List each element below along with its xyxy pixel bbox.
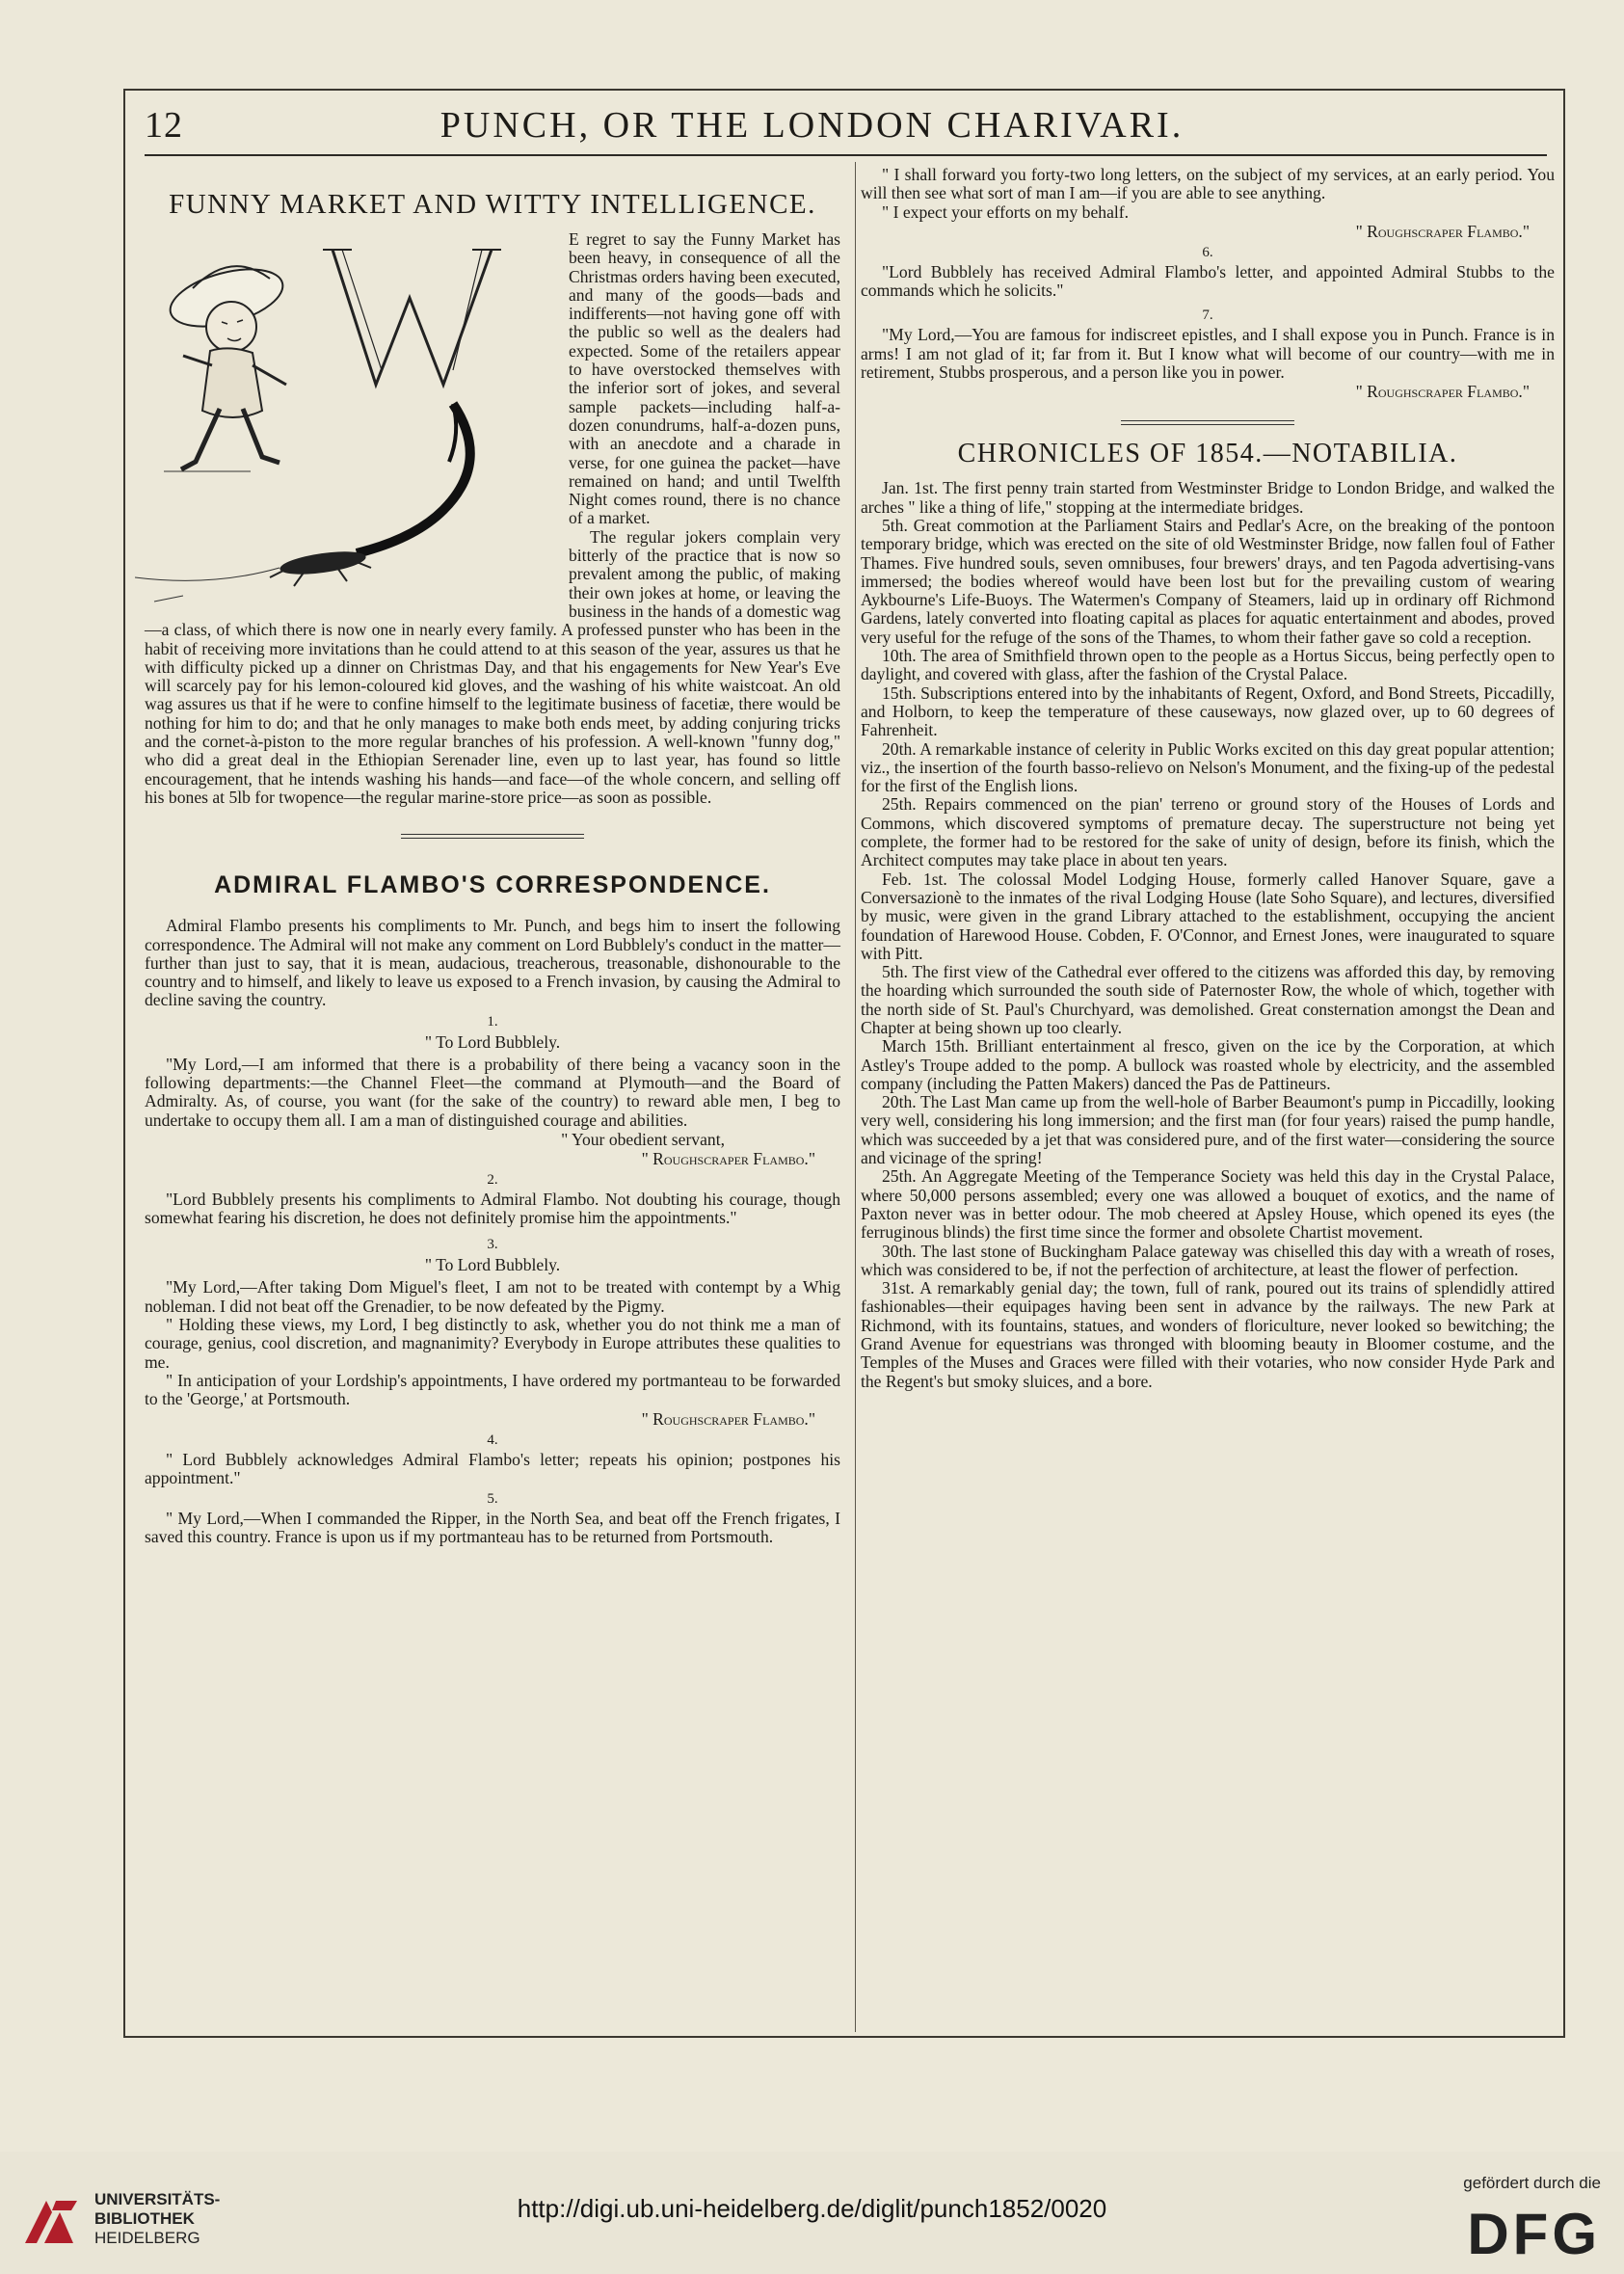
column-rule [855, 162, 856, 2032]
letter-number-1: 1. [487, 1013, 498, 1030]
letter-5-continued-2: " I expect your efforts on my behalf. [882, 201, 1130, 222]
letter-number-4: 4. [487, 1431, 498, 1448]
drop-cap-w-icon [323, 250, 501, 385]
letter-number-5: 5. [487, 1491, 498, 1508]
chronicle-entry-feb-1: Feb. 1st. The colossal Model Lodging House, formerly called Hanover Square, gave a Conversazionè to the inmates of the rival Lodging House (late Soho Square), and lectures, diversified by music, were given in the grand Library attached to the establishment, occupying the ancient foundation of Harewood House. Cobden, F. O'Connor, and Ernest Jones, were inaugurated to square with Pitt. [861, 869, 1555, 963]
letter-1-signature: " Roughscraper Flambo." [641, 1148, 815, 1168]
page-title: PUNCH, OR THE LONDON CHARIVARI. [439, 105, 1185, 146]
funded-by-label: gefördert durch die [1463, 2174, 1601, 2192]
letter-5-body: " My Lord,—When I commanded the Ripper, in the North Sea, and beat off the French frigates, I saved this country. France is upon us if my portmanteau has to be returned from Portsmouth. [145, 1509, 840, 1547]
letter-3-body-a: "My Lord,—After taking Dom Miguel's fleet, I am not to be treated with contempt by a Whig nobleman. I did not beat off the Grenadier, to be now defeated by the Pigmy. [145, 1277, 840, 1316]
flambo-intro: Admiral Flambo presents his compliments to Mr. Punch, and begs him to insert the following correspondence. The Admiral will not make any comment on Lord Bubblely's conduct in the matter—further than just to say, that it is mean, audacious, treacherous, treasonable, dishonourable to the country and to himself, and likely to leave us exposed to a French invasion, by causing the Admiral to decline saving the country. [145, 916, 840, 1010]
letter-3-address: " To Lord Bubblely. [424, 1255, 561, 1275]
letter-1-salutation: " Your obedient servant, [561, 1129, 725, 1149]
page-number: 12 [145, 105, 183, 146]
letter-number-2: 2. [487, 1171, 498, 1188]
article-title-funny-market: FUNNY MARKET AND WITTY INTELLIGENCE. [169, 189, 816, 220]
chronicle-entry-jan-1: Jan. 1st. The first penny train started from Westminster Bridge to London Bridge, and walked the arches " like a thing of life," stopping at the intermediate bridges. [861, 478, 1555, 517]
section-divider-2 [1121, 420, 1294, 425]
letter-3-body-c: " In anticipation of your Lordship's appointments, I have ordered my portmanteau to be forwarded to the 'George,' at Portsmouth. [145, 1370, 840, 1409]
letter-number-3: 3. [487, 1237, 498, 1253]
chronicle-entry-jan-10: 10th. The area of Smithfield thrown open to the people as a Hortus Siccus, being perfectly open to daylight, and covered with glass, after the fashion of the Crystal Palace. [861, 646, 1555, 684]
letter-5-signature: " Roughscraper Flambo." [1355, 221, 1530, 241]
right-column [861, 166, 1555, 1391]
letter-number-7: 7. [1202, 308, 1213, 324]
chronicle-entry-jan-25: 25th. Repairs commenced on the pian' terreno or ground story of the Houses of Lords and Commons, which discovered symptoms of premature decay. The superstructure not being yet complete, the former had to be restored for the sake of unity of design, before its finish, which the Architect computes may take place in about ten years. [861, 794, 1555, 870]
letter-7-signature: " Roughscraper Flambo." [1355, 382, 1530, 402]
chronicle-entry-mar-15: March 15th. Brilliant entertainment al fresco, given on the ice by the Corporation, at which Astley's Troupe added to the pomp. A bullock was roasted whole by electricity, and the assembled company (including the Patten Makers) danced the Pas de Pattineurs. [861, 1036, 1555, 1093]
letter-3-signature: " Roughscraper Flambo." [641, 1408, 815, 1429]
letter-4-body: " Lord Bubblely acknowledges Admiral Flambo's letter; repeats his opinion; postpones his appointment." [145, 1449, 840, 1487]
chronicle-entry-mar-25: 25th. An Aggregate Meeting of the Temperance Society was held this day in the Crystal Palace, where 50,000 persons assembled; every one was allowed a bouquet of exotics, and the name of Paxton never was in better odour. The mob cheered at Apsley House, which opened its eyes (the ferruginous blinds) the first time since the former and obsolete Chartist movement. [861, 1166, 1555, 1243]
section-divider [401, 834, 584, 839]
letter-6-body: "Lord Bubblely has received Admiral Flambo's letter, and appointed Admiral Stubbs to the commands which he solicits." [861, 261, 1555, 301]
chronicle-entry-mar-31: 31st. A remarkably genial day; the town, full of rank, poured out its trains of splendidly attired fashionables—their equipages having been sent in advance by the railways. The new Park at Richmond, with its fountains, statues, and wonders of floriculture, never looked so bewitching; the Grand Avenue for equestrians was thronged with blooming beauty in Bloomer costume, and the Temples of the Muses and Graces were filled with their votaries, who now consider Hyde Park and the Regent's but smoky sluices, and a bore. [861, 1278, 1555, 1391]
dfg-logo: DFG [1467, 2202, 1601, 2266]
chronicle-entry-feb-5: 5th. The first view of the Cathedral ever offered to the citizens was afforded this day, by removing the hoarding which surrounded the south side of Paternoster Row, the whole of which, together with the north side of St. Paul's Churchyard, was demolished. Great consternation amongst the Dean and Chapter at being shown up too clearly. [861, 962, 1555, 1037]
letter-1-address: " To Lord Bubblely. [424, 1031, 561, 1052]
chronicle-entry-jan-20: 20th. A remarkable instance of celerity in Public Works excited on this day great popular attention; viz., the insertion of the fourth basso-relievo on Nelson's Monument, and the fixing-up of the pedestal for the first of the English lions. [861, 738, 1555, 796]
chronicle-entry-mar-30: 30th. The last stone of Buckingham Palace gateway was chiselled this day with a wreath of roses, which was considered to be, if not the perfection of architecture, at least the flower of perfection. [861, 1241, 1555, 1279]
letter-3-body-b: " Holding these views, my Lord, I beg distinctly to ask, whether you do not think me a man of courage, genius, cool discretion, and magnanimity? Everybody in Europe attributes these qualities to me. [145, 1315, 840, 1372]
letter-1-body: "My Lord,—I am informed that there is a probability of there being a vacancy soon in the following departments:—the Channel Fleet—the command at Plymouth—and the Board of Admiralty. As, of course, you want (for the sake of the country) to reward able men, I beg to undertake to occupy them all. I am a man of distinguished courage and abilities. [145, 1054, 840, 1130]
library-name-line-1: UNIVERSITÄTS- [94, 2190, 221, 2208]
chronicle-entry-mar-20: 20th. The Last Man came up from the well-hole of Barber Beaumont's pump in Piccadilly, looking very well, considering his long immersion; and the first man (for four years) raised the pump handle, which was succeeded by a jet that was considered pure, and of the first water—considering the source and vicinage of the spring! [861, 1092, 1555, 1168]
funny-market-paragraph-2: The regular jokers complain very bitterly of the practice that is now so prevalent among the public, of making their own jokes at home, or leaving the business in the hands of a domestic wag—a class, of which there is now one in nearly every family. A professed punster who has been in the habit of receiving more invitations than he could attend to at this season of the year, assures us that he with difficulty picked up a dinner on Christmas Day, and that his engagements for New Year's Eve will scarcely pay for his lemon-coloured kid gloves, and the washing of his white waistcoat. An old wag assures us that if he were to confine himself to the legitimate business of facetiæ, there would be nothing for him to do; and that he only manages to make both ends meet, by adding conjuring tricks and the cornet-à-piston to the more regular branches of his profession. A well-known "funny dog," who did a great deal in the Ethiopian Serenader line, even up to last year, has found so little encouragement, that he intends washing his hands—and face—of the whole concern, and selling off his bones at 5lb for twopence—the regular marine-store price—as soon as possible. [145, 526, 840, 807]
chronicle-entry-jan-15: 15th. Subscriptions entered into by the inhabitants of Regent, Oxford, and Bond Streets, Piccadilly, and Holborn, to keep the temperature of these causeways, now glazed over, up to 60 degrees of Fahrenheit. [861, 682, 1555, 740]
funny-market-paragraph-1: E regret to say the Funny Market has been heavy, in consequence of all the Christmas orders having been executed, and many of the goods—bads and indifferents—not having gone off with the public so well as the dealers had expected. Some of the retailers appear to have overstocked themselves with the inferior sort of jokes, and several sample packets—including half-a-dozen conundrums, half-a-dozen puns, with an anecdote and a charade in verse, for one guinea the packet—have remained on hand; and until Twelfth Night comes round, there is no chance of a market. [569, 229, 840, 528]
letter-7-body: "My Lord,—You are famous for indiscreet epistles, and I shall expose you in Punch. France is in arms! I am not glad of it; far from it. But I know what will become of our country—with me in retirement, Stubbs prosperous, and a person like you in power. [861, 325, 1555, 383]
article-title-chronicles: CHRONICLES OF 1854.—NOTABILIA. [957, 439, 1458, 469]
chronicle-entry-jan-5: 5th. Great commotion at the Parliament Stairs and Pedlar's Acre, on the breaking of the pontoon temporary bridge, which was erected on the site of old Westminster Bridge, now fallen foul of Father Thames. Five hundred souls, seven omnibuses, four brewers' drays, and ten Pagoda advertising-vans immersed; the bodies whereof would have been lost but for the prevailing custom of wearing Aykbourne's Life-Buoys. The Watermen's Company of Steamers, laid up in ordinary off Richmond Gardens, lately converted into floating capital as places for aquatic entertainment and abodes, proved very useful for the refuge of the sons of the Thames, to whom their father gave so cold a reception. [861, 515, 1555, 647]
left-column [145, 166, 840, 1547]
illustration-jester-with-eel [135, 230, 559, 616]
library-name-line-3: HEIDELBERG [94, 2229, 200, 2247]
article-title-admiral-flambo: ADMIRAL FLAMBO'S CORRESPONDENCE. [214, 871, 771, 899]
letter-number-6: 6. [1202, 244, 1213, 260]
letter-2-body: "Lord Bubblely presents his compliments to Admiral Flambo. Not doubting his courage, though somewhat fearing his discretion, he does not definitely promise him the appointments." [145, 1189, 840, 1228]
header-rule [145, 154, 1547, 156]
source-url-link[interactable]: http://digi.ub.uni-heidelberg.de/diglit/punch1852/0020 [517, 2194, 1107, 2223]
jester-illustration [135, 230, 559, 616]
library-name-line-2: BIBLIOTHEK [94, 2209, 195, 2228]
letter-5-continued-1: " I shall forward you forty-two long letters, on the subject of my services, at an early period. You will then see what sort of man I am—if you are able to see anything. [861, 165, 1555, 203]
